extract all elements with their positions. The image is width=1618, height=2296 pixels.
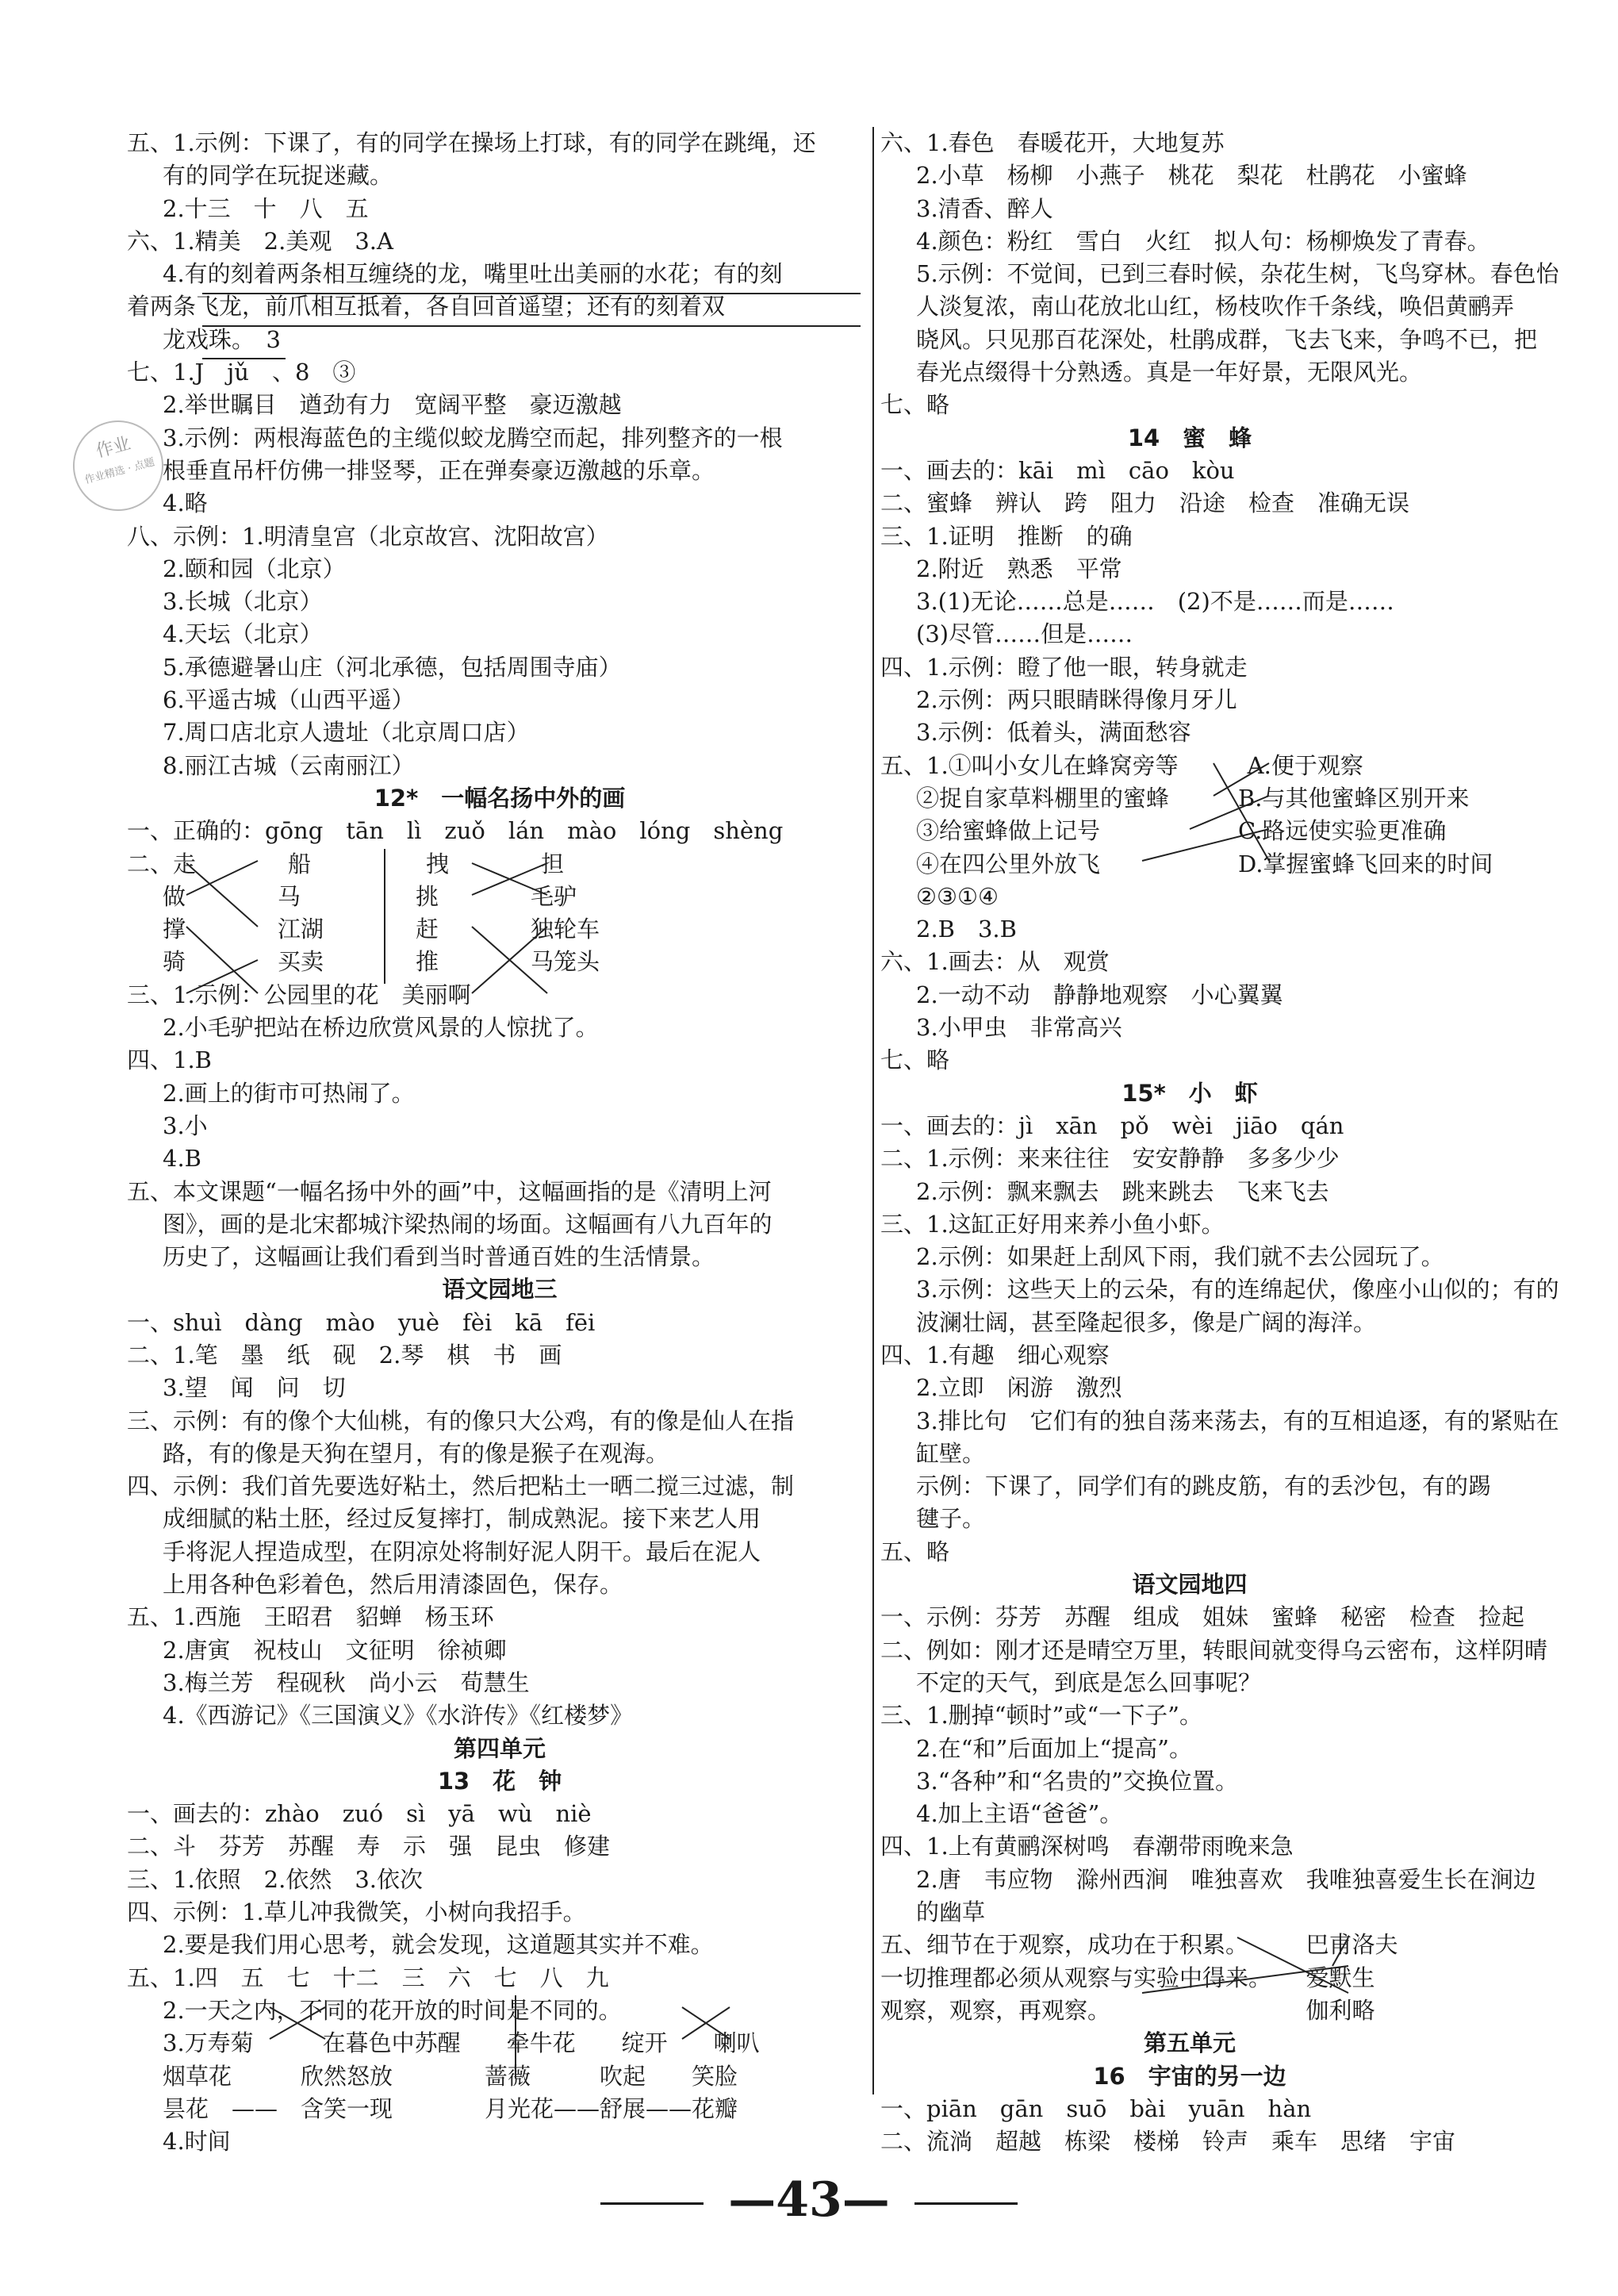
answer-line: 2.一天之内，不同的花开放的时间是不同的。 (163, 1996, 622, 2024)
answer-line: 2.示例：如果赶上刮风下雨，我们就不去公园玩了。 (916, 1243, 1444, 1271)
answer-line: 16 宇宙的另一边 (1093, 2062, 1286, 2090)
answer-line: 第五单元 (1143, 2029, 1236, 2057)
answer-line: 语文园地三 (442, 1276, 558, 1303)
answer-line: 历史了，这幅画让我们看到当时普通百姓的生活情景。 (163, 1243, 715, 1271)
answer-line: 五、1.示例：下课了，有的同学在操场上打球，有的同学在跳绳，还 (127, 129, 816, 156)
answer-line: 8.丽江古城（云南丽江） (163, 751, 415, 779)
page-footer (0, 2172, 1618, 2228)
answer-line: 龙戏珠。 3 (163, 325, 281, 353)
answer-line: 二、1.示例：来来往往 安安静静 多多少少 (880, 1145, 1340, 1173)
answer-line: 四、示例：1.草儿冲我微笑，小树向我招手。 (127, 1899, 586, 1926)
answer-line: 2.小草 杨柳 小燕子 桃花 梨花 杜鹃花 小蜜蜂 (916, 162, 1467, 190)
answer-line: 一、piān gān suō bài yuān hàn (880, 2094, 1312, 2122)
answer-line: 2.十三 十 八 五 (163, 194, 369, 222)
answer-line: 3.小甲虫 非常高兴 (916, 1014, 1122, 1042)
answer-line: 二、走 船 拽 担 (127, 850, 565, 877)
answer-line: 着两条飞龙，前爪相互抵着，各自回首遥望；还有的刻着双 (127, 293, 726, 321)
answer-line: 14 蜜 蜂 (1127, 424, 1252, 451)
answer-line: 撑 江湖 赶 独轮车 (163, 916, 600, 943)
answer-line: 二、蜜蜂 辨认 跨 阻力 沿途 检查 准确无误 (880, 490, 1410, 517)
answer-line: 3.梅兰芳 程砚秋 尚小云 荀慧生 (163, 1668, 530, 1696)
left-column (127, 127, 872, 2158)
answer-line: 七、1.J jǔ 、8 ③ (127, 359, 356, 386)
answer-line: 五、略 (880, 1538, 950, 1565)
answer-line: 三、1.删掉“顿时”或“一下子”。 (880, 1702, 1202, 1730)
answer-line: 2.示例：两只眼睛眯得像月牙儿 (916, 686, 1237, 714)
answer-line: 3.清香、醉人 (916, 194, 1053, 222)
answer-line: 图》，画的是北宋都城汴梁热闹的场面。这幅画有八九百年的 (163, 1210, 773, 1238)
answer-line: 缸壁。 (916, 1439, 986, 1467)
answer-line: 四、示例：我们首先要选好粘土，然后把粘土一晒二搅三过滤，制 (127, 1472, 795, 1500)
stamp-sub: 作业精选 · 点题 (83, 456, 156, 487)
answer-line: 四、1.有趣 细心观察 (880, 1341, 1110, 1369)
answer-line: 4.时间 (163, 2128, 231, 2156)
answer-line: 有的同学在玩捉迷藏。 (163, 162, 393, 190)
answer-line: 3.望 闻 问 切 (163, 1374, 346, 1402)
answer-line: 12* 一幅名扬中外的画 (374, 784, 626, 812)
answer-line: 五、1.四 五 七 十二 三 六 七 八 九 (127, 1964, 609, 1991)
answer-line: 4.《西游记》《三国演义》《水浒传》《红楼梦》 (163, 1702, 634, 1730)
answer-line: 三、1.示例：公园里的花 美丽啊 (127, 981, 471, 1008)
answer-line: ④在四公里外放飞 D.掌握蜜蜂飞回来的时间 (916, 850, 1493, 877)
answer-line: 昙花 —— 含笑一现 月光花——舒展——花瓣 (163, 2094, 738, 2122)
answer-line: 2.举世瞩目 遒劲有力 宽阔平整 豪迈激越 (163, 391, 622, 419)
answer-line: 一、正确的：gōng tān lì zuǒ lán mào lóng shèng (127, 817, 784, 845)
answer-line: 2.颐和园（北京） (163, 555, 346, 582)
answer-line: 一切推理都必须从观察与实验中得来。 爱默生 (880, 1964, 1375, 1991)
answer-line: 2.要是我们用心思考，就会发现，这道题其实并不难。 (163, 1931, 714, 1959)
answer-line: 语文园地四 (1132, 1571, 1248, 1599)
answer-line: 一、画去的：zhào zuó sì yā wù niè (127, 1800, 592, 1828)
answer-line: 7.周口店北京人遗址（北京周口店） (163, 719, 530, 747)
answer-line: 波澜壮阔，甚至隆起很多，像是广阔的海洋。 (916, 1308, 1377, 1336)
answer-line: 路，有的像是天狗在望月，有的像是猴子在观海。 (163, 1439, 669, 1467)
answer-line: 一、画去的：jì xān pǒ wèi jiāo qán (880, 1112, 1344, 1139)
answer-line: 2.附近 熟悉 平常 (916, 555, 1122, 582)
answer-line: 4.加上主语“爸爸”。 (916, 1800, 1123, 1828)
answer-line: 春光点缀得十分熟透。真是一年好景，无限风光。 (916, 359, 1423, 386)
answer-line: 八、示例：1.明清皇宫（北京故宫、沈阳故宫） (127, 522, 609, 550)
answer-line: 五、本文课题“一幅名扬中外的画”中，这幅画指的是《清明上河 (127, 1177, 772, 1205)
answer-line: 3.万寿菊 在暮色中苏醒 牵牛花 绽开 喇叭 (163, 2029, 760, 2057)
answer-line: 2.立即 闲游 激烈 (916, 1374, 1122, 1402)
answer-line: 晓风。只见那百花深处，杜鹃成群，飞去飞来，争鸣不已，把 (916, 325, 1538, 353)
answer-line: 四、1.上有黄鹂深树鸣 春潮带雨晚来急 (880, 1833, 1294, 1860)
answer-line: 4.天坛（北京） (163, 620, 323, 648)
answer-line: 六、1.春色 春暖花开，大地复苏 (880, 129, 1225, 156)
answer-line: 根垂直吊杆仿佛一排竖琴，正在弹奏豪迈激越的乐章。 (163, 456, 715, 484)
column-divider (872, 127, 874, 2094)
answer-line: 3.排比句 它们有的独自荡来荡去，有的互相追逐，有的紧贴在 (916, 1407, 1559, 1434)
answer-line: 第四单元 (453, 1734, 546, 1762)
right-column (880, 127, 1559, 2158)
answer-line: 4.颜色：粉红 雪白 火红 拟人句：杨柳焕发了青春。 (916, 227, 1490, 255)
page-number: —43— (728, 2172, 890, 2228)
answer-line: ③给蜜蜂做上记号 C.路远使实验更准确 (916, 817, 1447, 845)
answer-line: 一、示例：芬芳 苏醒 组成 姐妹 蜜蜂 秘密 检查 捡起 (880, 1603, 1525, 1631)
answer-line: 3.“各种”和“名贵的”交换位置。 (916, 1767, 1238, 1795)
answer-line: 五、1.西施 王昭君 貂蝉 杨玉环 (127, 1603, 494, 1631)
answer-line: 4.略 (163, 490, 208, 517)
answer-line: 5.示例：不觉间，已到三春时候，杂花生树，飞鸟穿林。春色怡 (916, 260, 1559, 288)
footer-rule-left (600, 2202, 704, 2205)
answer-line: 3.长城（北京） (163, 588, 323, 616)
answer-line: 六、1.画去：从 观赏 (880, 948, 1110, 976)
answer-line: ②③①④ (916, 882, 999, 910)
answer-line: 三、示例：有的像个大仙桃，有的像只大公鸡，有的像是仙人在指 (127, 1407, 795, 1434)
answer-line: 2.唐寅 祝枝山 文征明 徐祯卿 (163, 1636, 507, 1664)
answer-line: 3.示例：这些天上的云朵，有的连绵起伏，像座小山似的；有的 (916, 1276, 1559, 1303)
answer-line: 六、1.精美 2.美观 3.A (127, 227, 393, 255)
answer-line: 一、shuì dàng mào yuè fèi kā fēi (127, 1308, 596, 1336)
answer-line: 手将泥人捏造成型，在阴凉处将制好泥人阴干。最后在泥人 (163, 1538, 761, 1565)
answer-line: 二、斗 芬芳 苏醒 寿 示 强 昆虫 修建 (127, 1833, 611, 1860)
answer-line: 2.在“和”后面加上“提高”。 (916, 1734, 1192, 1762)
answer-line: 不定的天气，到底是怎么回事呢？ (916, 1668, 1262, 1696)
answer-line: 3.示例：低着头，满面愁容 (916, 719, 1191, 747)
answer-line: 七、略 (880, 1046, 950, 1074)
answer-line: 的幽草 (916, 1899, 986, 1926)
answer-line: 2.画上的街市可热闹了。 (163, 1079, 415, 1107)
answer-line: 五、1.①叫小女儿在蜂窝旁等 A.便于观察 (880, 751, 1363, 779)
answer-line: 成细腻的粘土胚，经过反复摔打，制成熟泥。接下来艺人用 (163, 1505, 761, 1533)
answer-line: 3.(1)无论……总是…… (2)不是……而是…… (916, 588, 1394, 616)
answer-line: 15* 小 虾 (1121, 1079, 1258, 1107)
answer-line: 四、1.B (127, 1046, 212, 1074)
answer-line: 6.平遥古城（山西平遥） (163, 686, 415, 714)
answer-line: 烟草花 欣然怒放 蔷薇 吹起 笑脸 (163, 2062, 738, 2090)
answer-line: ②捉自家草料棚里的蜜蜂 B.与其他蜜蜂区别开来 (916, 784, 1470, 812)
answer-line: 骑 买卖 推 马笼头 (163, 948, 600, 976)
answer-line: 四、1.示例：瞪了他一眼，转身就走 (880, 653, 1248, 681)
answer-line: 3.小 (163, 1112, 208, 1139)
answer-line: 做 马 挑 毛驴 (163, 882, 577, 910)
answer-line: 人淡复浓，南山花放北山红，杨枝吹作千条线，唤侣黄鹂弄 (916, 293, 1515, 321)
answer-line: 三、1.这缸正好用来养小鱼小虾。 (880, 1210, 1225, 1238)
answer-line: 一、画去的：kāi mì cāo kòu (880, 456, 1235, 484)
answer-line: 上用各种色彩着色，然后用清漆固色，保存。 (163, 1571, 623, 1599)
stamp-label: 作业 (94, 433, 133, 463)
answer-line: 2.小毛驴把站在桥边欣赏风景的人惊扰了。 (163, 1014, 599, 1042)
answer-line: 二、例如：刚才还是晴空万里，转眼间就变得乌云密布，这样阴晴 (880, 1636, 1548, 1664)
answer-line: 观察，观察，再观察。 伽利略 (880, 1996, 1375, 2024)
answer-line: 三、1.证明 推断 的确 (880, 522, 1133, 550)
answer-line: 5.承德避暑山庄（河北承德，包括周围寺庙） (163, 653, 622, 681)
answer-line: 三、1.依照 2.依然 3.依次 (127, 1865, 424, 1893)
answer-line: 七、略 (880, 391, 950, 419)
answer-line: 2.唐 韦应物 滁州西涧 唯独喜欢 我唯独喜爱生长在涧边 (916, 1865, 1536, 1893)
footer-rule-right (914, 2202, 1018, 2205)
answer-line: 4.有的刻着两条相互缠绕的龙，嘴里吐出美丽的水花；有的刻 (163, 260, 783, 288)
answer-line: 示例：下课了，同学们有的跳皮筋，有的丢沙包，有的踢 (916, 1472, 1492, 1500)
answer-line: 五、细节在于观察，成功在于积累。 巴甫洛夫 (880, 1931, 1398, 1959)
answer-line: 2.B 3.B (916, 916, 1017, 943)
answer-line: 2.示例：飘来飘去 跳来跳去 飞来飞去 (916, 1177, 1329, 1205)
answer-line: (3)尽管……但是…… (916, 620, 1133, 648)
answer-line: 2.一动不动 静静地观察 小心翼翼 (916, 981, 1283, 1008)
answer-line: 3.示例：两根海蓝色的主缆似蛟龙腾空而起，排列整齐的一根 (163, 424, 783, 451)
answer-line: 二、1.笔 墨 纸 砚 2.琴 棋 书 画 (127, 1341, 562, 1369)
answer-line: 4.B (163, 1145, 201, 1173)
answer-line: 二、流淌 超越 栋梁 楼梯 铃声 乘车 思绪 宇宙 (880, 2128, 1456, 2156)
answer-line: 13 花 钟 (437, 1767, 562, 1795)
answer-line: 毽子。 (916, 1505, 986, 1533)
